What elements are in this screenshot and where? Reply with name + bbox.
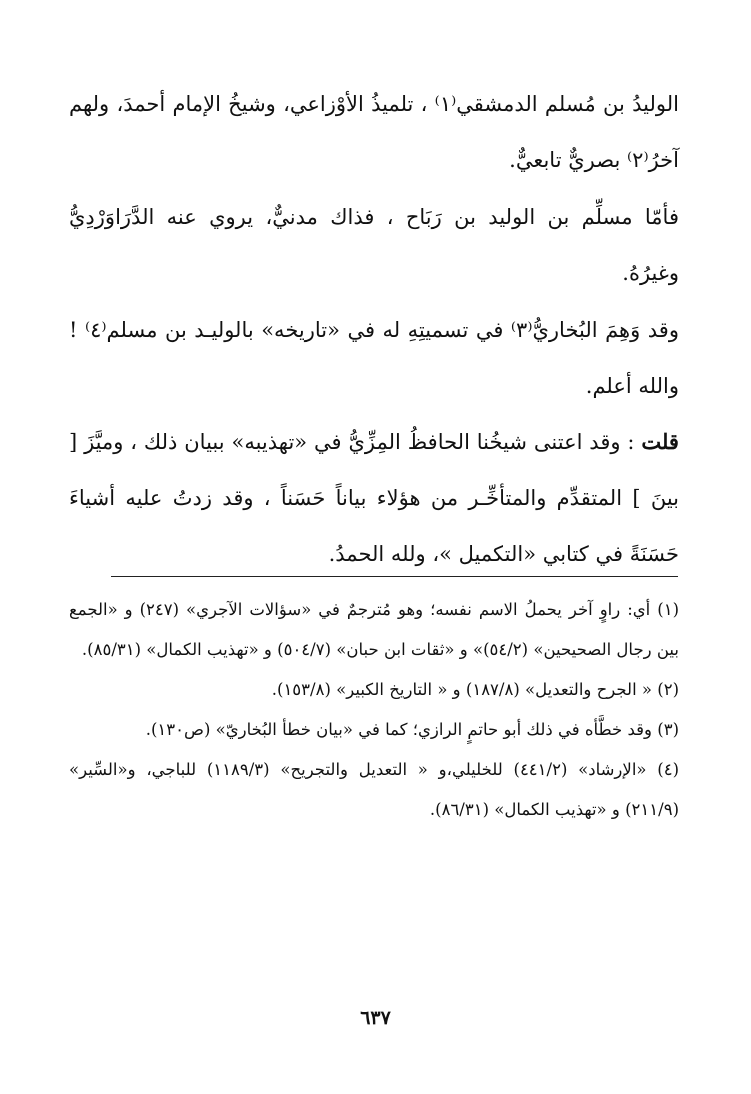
paragraph-muslim-ibn-walid: فأمّا مسلِّم بن الوليد بن رَبَاح ، فذاك مدنيٌّ، يروي عنه الدَّرَاوَرْدِيُّ وغيرُهُ. — [69, 205, 679, 285]
main-text-block-3 — [69, 302, 679, 414]
main-text-block-4 — [69, 414, 679, 582]
paragraph-author-note — [69, 414, 679, 582]
footnote-1: (١) أي: راوٍ آخر يحملُ الاسم نفسه؛ وهو مُترجمٌ في «سؤالات الآجري» (٢٤٧) و «الجمع بين رجال الصحيحين» (٥٤/٢)» و «ثقات ابن حبان» (٥٠٤/٧) و «تهذيب الكمال» (٨٥/٣١). — [69, 600, 679, 659]
page-number: ٦٣٧ — [360, 1007, 391, 1029]
footnote-2: (٢) « الجرح والتعديل» (١٨٧/٨) و « التاريخ الكبير» (١٥٣/٨). — [271, 680, 679, 699]
paragraph-walid-ibn-muslim: الوليدُ بن مُسلم الدمشقي⁽١⁾ ، تلميذُ الأوْزاعي، وشيخُ الإمام أحمدَ، ولهم آخرُ⁽٢⁾ بصريٌّ تابعيٌّ. — [69, 92, 679, 172]
footnote-3: (٣) وقد خطَّأه في ذلك أبو حاتمٍ الرازي؛ كما في «بيان خطأ البُخاريّ» (ص١٣٠). — [145, 720, 679, 739]
main-text-block-2 — [69, 189, 679, 301]
paragraph-bukhari-error: وقد وَهِمَ البُخاريُّ⁽٣⁾ في تسميتِهِ له في «تاريخه» بالوليـد بن مسلم⁽٤⁾ ! والله أعلم. — [69, 318, 679, 398]
author-note-text: : وقد اعتنى شيخُنا الحافظُ المِزِّيُّ في «تهذيبه» ببيان ذلك ، وميَّزَ [ بينَ ] المتقدِّم والمتأخِّـر من هؤلاء بياناً حَسَناً ، وقد زدتُ عليه أشياءَ حَسَنَةً في كتابي «التكميل »، ولله الحمدُ. — [69, 430, 679, 566]
footnote-4: (٤) «الإرشاد» (٤٤١/٢) للخليلي،و « التعديل والتجريح» (١١٨٩/٣) للباجي، و«السِّير» (٢١١/٩) و «تهذيب الكمال» (٨٦/٣١). — [69, 760, 679, 819]
footnotes-section — [69, 590, 679, 830]
qult-label: قلت — [641, 429, 679, 454]
footnote-separator-rule — [111, 576, 678, 577]
main-text-block-1 — [69, 76, 679, 188]
